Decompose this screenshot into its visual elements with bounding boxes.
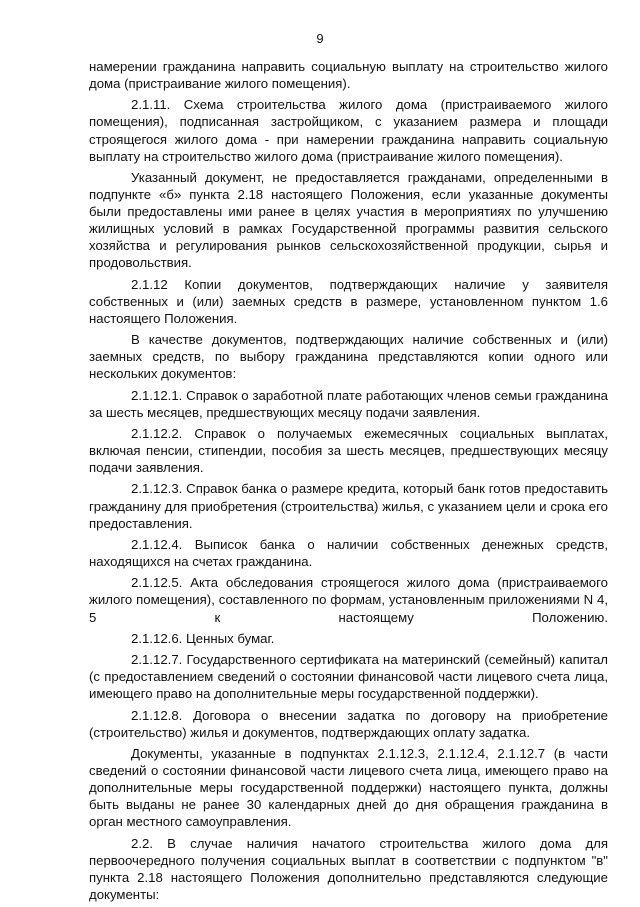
paragraph-2-1-12-3: 2.1.12.3. Справок банка о размере кредита, который банк готов предоставить гражданину для приобретения (строительства) жилья, с указанием цели и срока его предоставления. (89, 481, 608, 531)
paragraph-2-2: 2.2. В случае наличия начатого строительства жилого дома для первоочередного получения социальных выплат в соответствии с подпунктом "в" пункта 2.18 настоящего Положения дополнительно представляются следующие документы: (89, 835, 608, 902)
document-body (89, 58, 608, 907)
paragraph-2-1-12-1: 2.1.12.1. Справок о заработной плате работающих членов семьи гражданина за шесть месяцев, предшествующих месяцу подачи заявления. (89, 387, 608, 420)
paragraph-note-exemption: Указанный документ, не предоставляется гражданами, определенными в подпункте «б» пункта 2.18 настоящего Положения, если указанные документы были предоставлены ими ранее в целях участия в мероприятиях по улучшению жилищных условий в рамках Государственной программы развития сельского хозяйства и регулирования рынков сельскохозяйственной продукции, сырья и продовольствия. (89, 169, 608, 271)
paragraph-2-1-12-7: 2.1.12.7. Государственного сертификата на материнский (семейный) капитал (с предоставлением сведений о состоянии финансовой части лицевого счета лица, имеющего право на дополнительные меры государственной поддержки). (89, 652, 608, 702)
paragraph-2-1-12: 2.1.12 Копии документов, подтверждающих наличие у заявителя собственных и (или) заемных средств в размере, установленном пунктом 1.6 настоящего Положения. (89, 276, 608, 326)
paragraph-validity-period: Документы, указанные в подпунктах 2.1.12.3, 2.1.12.4, 2.1.12.7 (в части сведений о состоянии финансовой части лицевого счета лица, имеющего право на дополнительные меры государственной поддержки) настоящего пункта, должны быть выданы не ранее 30 календарных дней до дня обращения гражданина в орган местного самоуправления. (89, 745, 608, 830)
paragraph-documents-list-intro: В качестве документов, подтверждающих наличие собственных и (или) заемных средств, по выбору гражданина представляются копии одного или нескольких документов: (89, 332, 608, 382)
paragraph-2-1-12-4: 2.1.12.4. Выписок банка о наличии собственных денежных средств, находящихся на счетах гражданина. (89, 536, 608, 570)
paragraph-continuation: намерении гражданина направить социальную выплату на строительство жилого дома (пристраивание жилого помещения). (89, 59, 608, 92)
paragraph-2-1-11: 2.1.11. Схема строительства жилого дома (пристраиваемого жилого помещения), подписанная застройщиком, с указанием размера и площади строящегося жилого дома - при намерении гражданина направить социальную выплату на строительство жилого дома (пристраивание жилого помещения). (89, 97, 608, 164)
paragraph-2-1-12-8: 2.1.12.8. Договора о внесении задатка по договору на приобретение (строительство) жилья и документов, подтверждающих оплату задатка. (89, 707, 608, 740)
paragraph-2-1-12-6: 2.1.12.6. Ценных бумаг. (131, 630, 275, 646)
page-number: 9 (316, 31, 324, 46)
paragraph-2-1-12-2: 2.1.12.2. Справок о получаемых ежемесячных социальных выплатах, включая пенсии, стипендии, пособия за шесть месяцев, предшествующих месяцу подачи заявления. (89, 426, 608, 476)
paragraph-2-1-12-5: 2.1.12.5. Акта обследования строящегося жилого дома (пристраиваемого жилого помещения), составленного по формам, установленным приложениями N 4, 5 к настоящему Положению. (89, 575, 608, 625)
